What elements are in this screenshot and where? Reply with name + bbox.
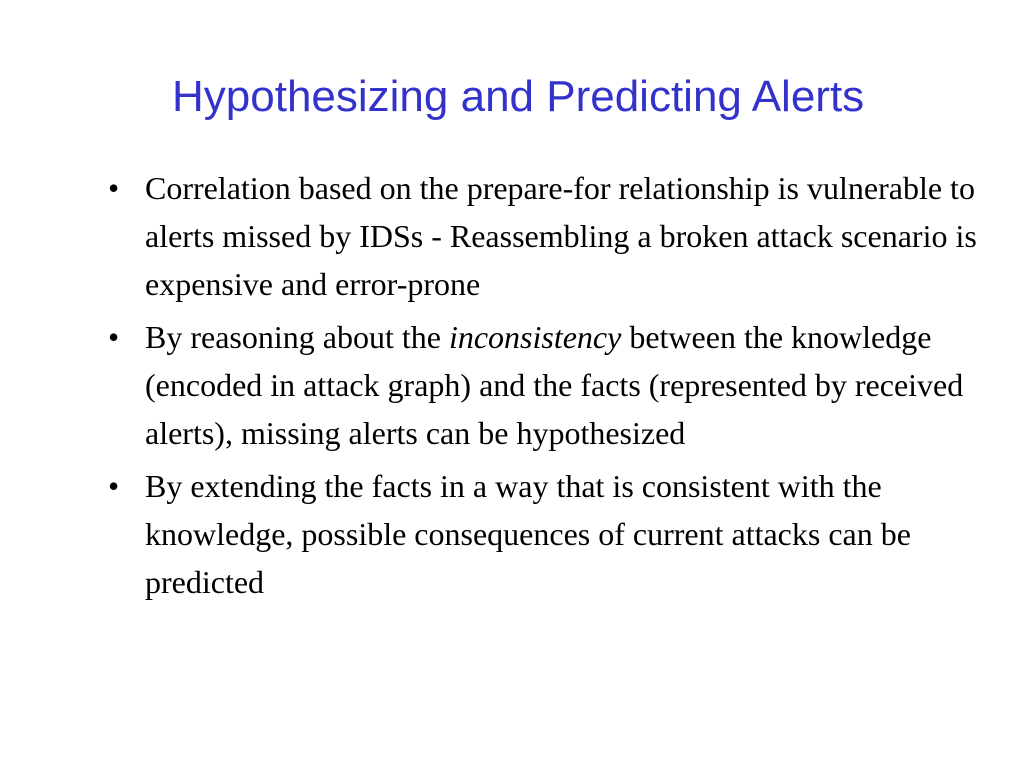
bullet-list xyxy=(108,164,978,611)
bullet-icon: • xyxy=(108,319,120,355)
bullet-icon: • xyxy=(108,468,120,504)
bullet-text: By extending the facts in a way that is consistent with the knowledge, possible consequences of current attacks can be predicted xyxy=(145,468,911,600)
bullet-item-extending xyxy=(108,462,978,606)
bullet-icon: • xyxy=(108,170,120,206)
slide-title: Hypothesizing and Predicting Alerts xyxy=(172,72,865,121)
bullet-text: Correlation based on the prepare-for relationship is vulnerable to alerts missed by IDSs - Reassembling a broken attack scenario is expensive and error-prone xyxy=(145,170,977,302)
bullet-text-emphasis: inconsistency xyxy=(448,319,622,355)
bullet-item-reasoning xyxy=(108,313,978,457)
bullet-text-after: between the knowledge (encoded in attack graph) and the facts (represented by received alerts), missing alerts can be hypothesized xyxy=(145,319,964,451)
bullet-text-before: By reasoning about the xyxy=(145,319,449,355)
bullet-item-correlation xyxy=(108,164,978,308)
